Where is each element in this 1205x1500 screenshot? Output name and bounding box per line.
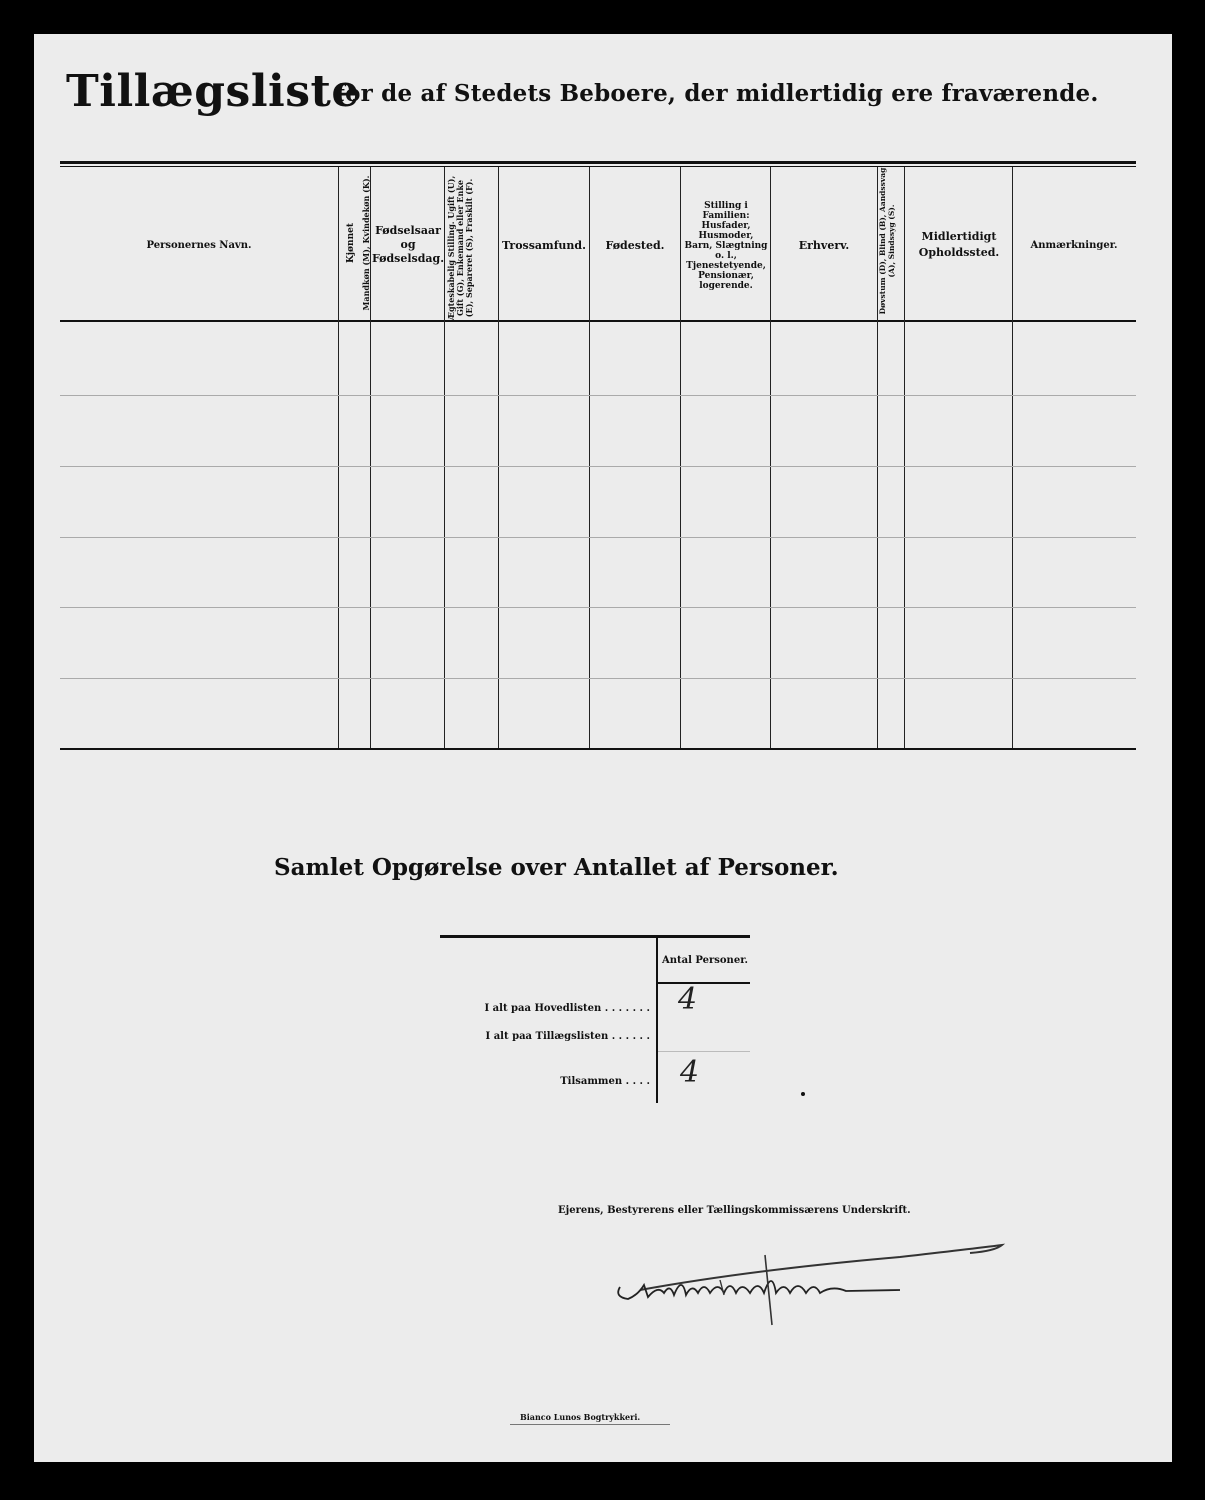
header-anm: Anmærkninger.: [1030, 239, 1118, 251]
signature-image: [600, 1235, 1010, 1330]
col-sep: [1012, 167, 1013, 748]
summary-row-line: [658, 1051, 750, 1052]
header-fodested: Fødested.: [605, 238, 665, 252]
summary-title: Samlet Opgørelse over Antallet af Personer.: [274, 854, 839, 881]
summary-label-hovedlisten: I alt paa Hovedlisten . . . . . . .: [484, 1003, 650, 1014]
table-row-line: [60, 537, 1136, 538]
header-stilling: Stilling i Familien: Husfader, Husmoder, Barn, Slægtning o. l., Tjenestetyende, Pensionær, logerende.: [684, 201, 768, 291]
header-erhverv: Erhverv.: [798, 238, 850, 252]
summary-value-hovedlisten: 4: [678, 982, 698, 1017]
form-subtitle: for de af Stedets Beboere, der midlertidig ere fraværende.: [335, 80, 1099, 107]
col-sep: [338, 167, 339, 748]
table-row-line: [60, 678, 1136, 679]
table-top-rule: [60, 161, 1136, 164]
summary-col-header: Antal Personer.: [661, 955, 749, 966]
table-row-line: [60, 607, 1136, 608]
table-bottom-rule: [60, 748, 1136, 750]
printer-imprint: Bianco Lunos Bogtrykkeri.: [520, 1412, 641, 1422]
col-sep: [444, 167, 445, 748]
summary-label-tilsammen: Tilsammen . . . .: [560, 1076, 650, 1087]
col-sep: [680, 167, 681, 748]
table-row-line: [60, 395, 1136, 396]
header-fodselsaar: Fødselsaar og Fødselsdag.: [371, 224, 445, 265]
summary-header-rule: [658, 982, 750, 984]
summary-value-tilsammen: 4: [680, 1055, 700, 1090]
signature-caption: Ejerens, Bestyrerens eller Tællingskommissærens Underskrift.: [558, 1205, 911, 1216]
header-ophold: Midlertidigt Opholdssted.: [918, 230, 1000, 259]
summary-col-sep: [656, 938, 658, 1103]
header-kjon: Mandkøn (M), Kvindekøn (K).: [361, 175, 371, 311]
ink-dot: [801, 1092, 805, 1096]
summary-top-rule: [440, 935, 750, 938]
table-header-rule: [60, 320, 1136, 322]
header-tro: Trossamfund.: [502, 238, 586, 252]
form-title: Tillægsliste: [66, 66, 360, 117]
header-kjon-title: Kjønnet: [346, 222, 356, 264]
header-aegteskab: Ægteskabelig Stilling. Ugift (U), Gift (G), Enkemand eller Enke (E), Separeret (S), Fraskilt (F).: [446, 175, 474, 321]
header-dovstum: Døvstum (D), Blind (B), Aandssvag (A), Sindssyg (S).: [878, 167, 896, 315]
table-top-rule-thin: [60, 166, 1136, 167]
col-sep: [904, 167, 905, 748]
table-row-line: [60, 466, 1136, 467]
header-navn: Personernes Navn.: [146, 239, 252, 251]
summary-label-tillaegslisten: I alt paa Tillægslisten . . . . . .: [485, 1031, 650, 1042]
printer-rule: [510, 1424, 670, 1425]
